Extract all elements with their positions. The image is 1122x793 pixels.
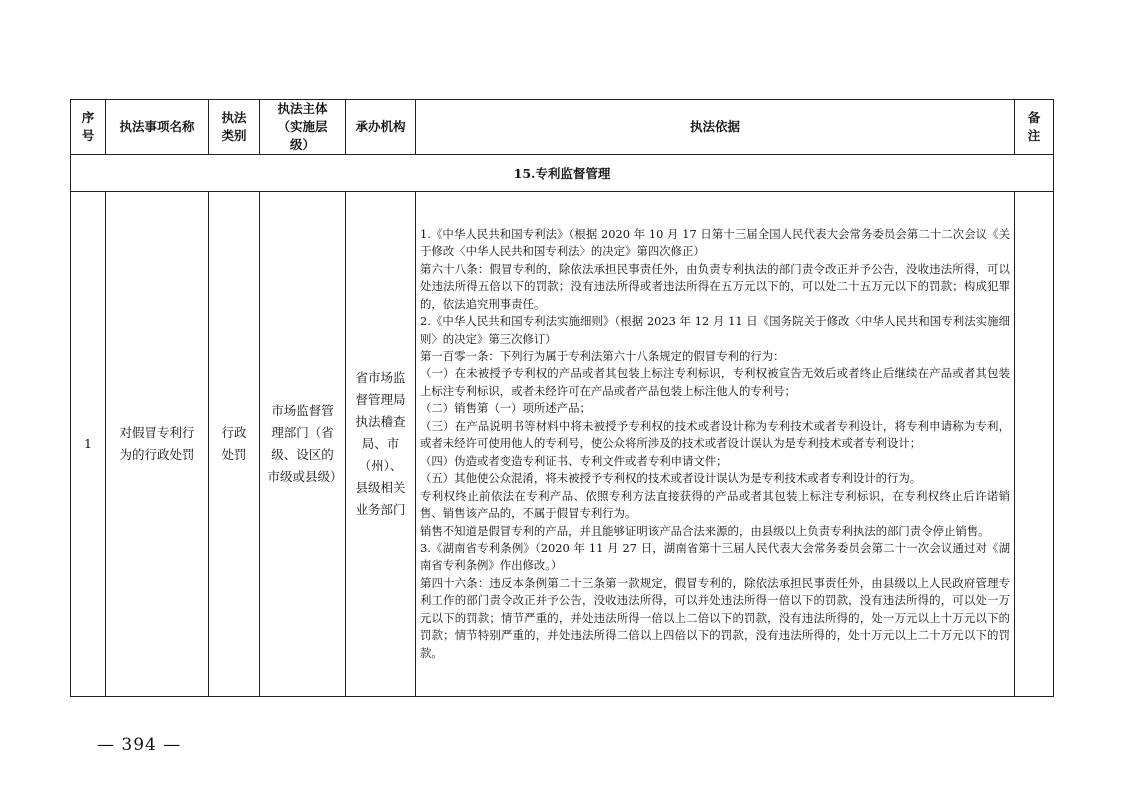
basis-line: （五）其他使公众混淆，将未被授予专利权的技术或者设计误认为是专利技术或者专利设计的行为。: [420, 471, 922, 486]
header-row: [71, 100, 1054, 155]
row-remark: [1015, 192, 1054, 697]
basis-line: 1.《中华人民共和国专利法》（根据 2020 年 10 月 17 日第十三届全国人民代表大会常务委员会第二十二次会议《关于修改〈中华人民共和国专利法〉的决定》第四次修正）: [420, 226, 1010, 259]
table-row: [71, 192, 1054, 697]
basis-line: （三）在产品说明书等材料中将未被授予专利权的技术或者设计称为专利技术或者专利设计，将专利申请称为专利，或者未经许可使用他人的专利号，使公众将所涉及的技术或者设计误认为是专利技术或者专利设计；: [420, 418, 1010, 451]
section-title: 15.专利监督管理: [71, 155, 1054, 192]
basis-line: （二）销售第（一）项所述产品；: [420, 401, 591, 416]
section-row: [71, 155, 1054, 192]
header-name: 执法事项名称: [106, 100, 209, 155]
header-subject: 执法主体（实施层级）: [260, 100, 346, 155]
row-seq: 1: [71, 192, 106, 697]
header-type: 执法类别: [209, 100, 260, 155]
row-basis: [416, 192, 1015, 697]
row-name: 对假冒专利行为的行政处罚: [106, 192, 209, 697]
header-remark: 备注: [1015, 100, 1054, 155]
basis-line: 3.《湖南省专利条例》（2020 年 11 月 27 日，湖南省第十三届人民代表大会常务委员会第二十一次会议通过对《湖南省专利条例》作出修改。）: [420, 540, 1010, 573]
basis-line: 第一百零一条：下列行为属于专利法第六十八条规定的假冒专利的行为：: [420, 349, 785, 363]
basis-line: 销售不知道是假冒专利的产品，并且能够证明该产品合法来源的，由县级以上负责专利执法的部门责令停止销售。: [420, 523, 990, 538]
basis-line: 专利权终止前依法在专利产品、依照专利方法直接获得的产品或者其包装上标注专利标识，在专利权终止后许诺销售、销售该产品的，不属于假冒专利行为。: [420, 488, 1010, 521]
row-type: 行政处罚: [209, 192, 260, 697]
header-basis: 执法依据: [416, 100, 1015, 155]
page-number: — 394 —: [97, 735, 182, 755]
basis-line: 第六十八条：假冒专利的，除依法承担民事责任外，由负责专利执法的部门责令改正并予公告，没收违法所得，可以处违法所得五倍以下的罚款；没有违法所得或者违法所得在五万元以下的，可以处二十五万元以下的罚款；构成犯罪的，依法追究刑事责任。: [420, 261, 1010, 311]
header-seq: 序号: [71, 100, 106, 155]
basis-line: 2.《中华人民共和国专利法实施细则》（根据 2023 年 12 月 11 日《国务院关于修改〈中华人民共和国专利法实施细则〉的决定》第三次修订）: [420, 314, 1010, 346]
row-subject: 市场监督管理部门（省级、设区的市级或县级）: [260, 192, 346, 697]
basis-line: （四）伪造或者变造专利证书、专利文件或者专利申请文件；: [420, 453, 728, 468]
row-agency: 省市场监督管理局执法稽查局、市（州）、县级相关业务部门: [346, 192, 416, 697]
enforcement-table: [70, 99, 1054, 697]
header-agency: 承办机构: [346, 100, 416, 155]
basis-line: 第四十六条：违反本条例第二十三条第一款规定，假冒专利的，除依法承担民事责任外，由县级以上人民政府管理专利工作的部门责令改正并予公告，没收违法所得，可以并处违法所得一倍以下的罚款，没有违法所得的，可以处一万元以下的罚款；情节严重的，并处违法所得一倍以上二倍以下的罚款，没有违法所得的，处一万元以上十万元以下的罚款；情节特别严重的，并处违法所得二倍以上四倍以下的罚款，没有违法所得的，处十万元以上二十万元以下的罚款。: [420, 575, 1010, 660]
basis-line: （一）在未被授予专利权的产品或者其包装上标注专利标识，专利权被宣告无效后或者终止后继续在产品或者其包装上标注专利标识，或者未经许可在产品或者产品包装上标注他人的专利号；: [420, 366, 1010, 398]
